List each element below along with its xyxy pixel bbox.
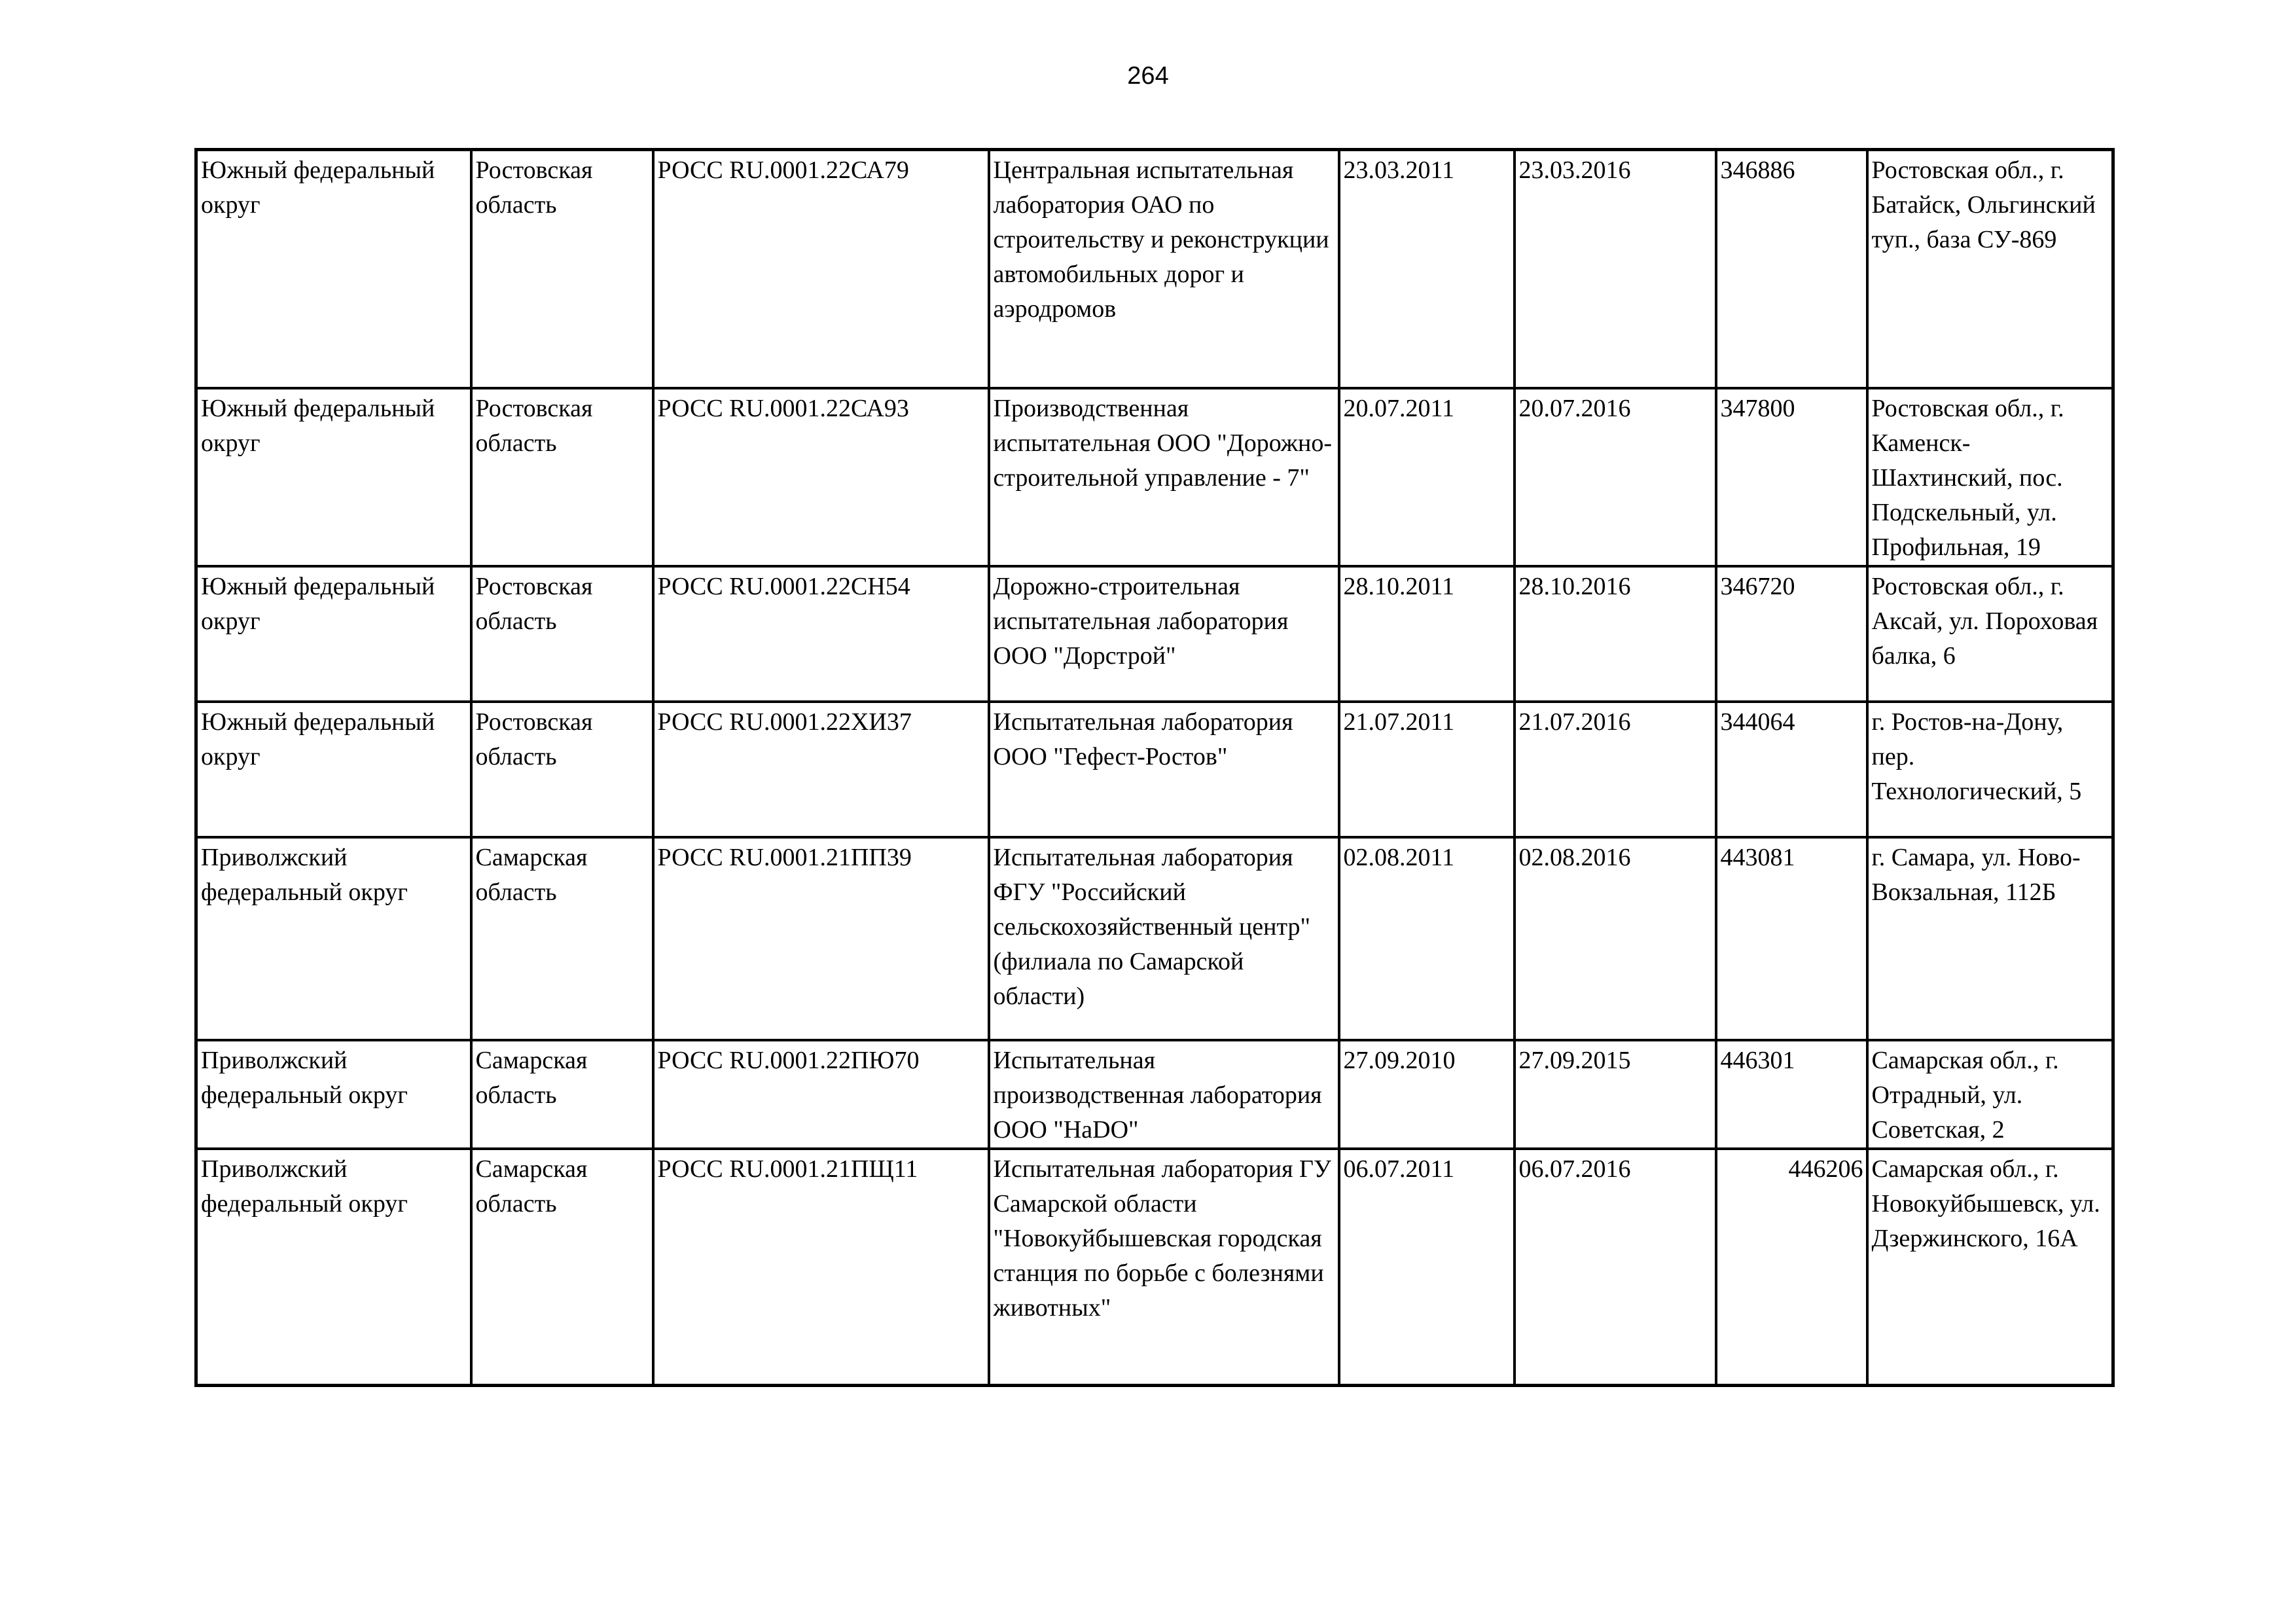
- date-valid-cell: 20.07.2016: [1515, 388, 1716, 566]
- table-row: [196, 388, 2113, 566]
- region-cell: Ростовская область: [471, 702, 653, 837]
- table-row: [196, 150, 2113, 388]
- lab-name-cell: Испытательная производственная лаборатория ООО "НаDO": [989, 1040, 1339, 1149]
- address-cell: Самарская обл., г. Новокуйбышевск, ул. Дзержинского, 16А: [1867, 1149, 2113, 1386]
- date-issued-cell: 02.08.2011: [1339, 837, 1515, 1040]
- date-issued-cell: 21.07.2011: [1339, 702, 1515, 837]
- date-issued-cell: 06.07.2011: [1339, 1149, 1515, 1386]
- date-valid-cell: 28.10.2016: [1515, 566, 1716, 702]
- region-cell: Ростовская область: [471, 388, 653, 566]
- reg-number-cell: РОСС RU.0001.22СА93: [653, 388, 989, 566]
- address-cell: Ростовская обл., г. Батайск, Ольгинский туп., база СУ-869: [1867, 150, 2113, 388]
- postal-code-cell: 443081: [1716, 837, 1867, 1040]
- district-cell: Приволжский федеральный округ: [196, 837, 471, 1040]
- address-cell: Самарская обл., г. Отрадный, ул. Советская, 2: [1867, 1040, 2113, 1149]
- address-cell: г. Самара, ул. Ново-Вокзальная, 112Б: [1867, 837, 2113, 1040]
- district-cell: Южный федеральный округ: [196, 566, 471, 702]
- postal-code-cell: 344064: [1716, 702, 1867, 837]
- date-issued-cell: 28.10.2011: [1339, 566, 1515, 702]
- reg-number-cell: РОСС RU.0001.21ПП39: [653, 837, 989, 1040]
- date-issued-cell: 23.03.2011: [1339, 150, 1515, 388]
- reg-number-cell: РОСС RU.0001.22ХИ37: [653, 702, 989, 837]
- table-row: [196, 702, 2113, 837]
- table-row: [196, 837, 2113, 1040]
- district-cell: Приволжский федеральный округ: [196, 1149, 471, 1386]
- reg-number-cell: РОСС RU.0001.22СН54: [653, 566, 989, 702]
- district-cell: Приволжский федеральный округ: [196, 1040, 471, 1149]
- region-cell: Самарская область: [471, 837, 653, 1040]
- region-cell: Самарская область: [471, 1040, 653, 1149]
- table-row: [196, 1149, 2113, 1386]
- lab-name-cell: Испытательная лаборатория ООО "Гефест-Ростов": [989, 702, 1339, 837]
- postal-code-cell: 346720: [1716, 566, 1867, 702]
- lab-name-cell: Испытательная лаборатория ГУ Самарской области "Новокуйбышевская городская станция по борьбе с болезнями животных": [989, 1149, 1339, 1386]
- date-valid-cell: 02.08.2016: [1515, 837, 1716, 1040]
- district-cell: Южный федеральный округ: [196, 702, 471, 837]
- reg-number-cell: РОСС RU.0001.22ПЮ70: [653, 1040, 989, 1149]
- postal-code-cell: 346886: [1716, 150, 1867, 388]
- reg-number-cell: РОСС RU.0001.21ПЩ11: [653, 1149, 989, 1386]
- date-issued-cell: 20.07.2011: [1339, 388, 1515, 566]
- lab-name-cell: Дорожно-строительная испытательная лаборатория ООО "Дорстрой": [989, 566, 1339, 702]
- date-issued-cell: 27.09.2010: [1339, 1040, 1515, 1149]
- address-cell: Ростовская обл., г. Аксай, ул. Пороховая балка, 6: [1867, 566, 2113, 702]
- address-cell: Ростовская обл., г. Каменск-Шахтинский, пос. Подскельный, ул. Профильная, 19: [1867, 388, 2113, 566]
- table-row: [196, 1040, 2113, 1149]
- lab-name-cell: Центральная испытательная лаборатория ОАО по строительству и реконструкции автомобильных дорог и аэродромов: [989, 150, 1339, 388]
- district-cell: Южный федеральный округ: [196, 388, 471, 566]
- date-valid-cell: 21.07.2016: [1515, 702, 1716, 837]
- lab-name-cell: Производственная испытательная ООО "Дорожно-строительной управление - 7": [989, 388, 1339, 566]
- date-valid-cell: 27.09.2015: [1515, 1040, 1716, 1149]
- date-valid-cell: 23.03.2016: [1515, 150, 1716, 388]
- date-valid-cell: 06.07.2016: [1515, 1149, 1716, 1386]
- postal-code-cell: 446206: [1716, 1149, 1867, 1386]
- district-cell: Южный федеральный округ: [196, 150, 471, 388]
- region-cell: Самарская область: [471, 1149, 653, 1386]
- region-cell: Ростовская область: [471, 150, 653, 388]
- lab-name-cell: Испытательная лаборатория ФГУ "Российский сельскохозяйственный центр" (филиала по Самарской области): [989, 837, 1339, 1040]
- postal-code-cell: 347800: [1716, 388, 1867, 566]
- postal-code-cell: 446301: [1716, 1040, 1867, 1149]
- table-row: [196, 566, 2113, 702]
- page-number: 264: [1127, 62, 1169, 90]
- region-cell: Ростовская область: [471, 566, 653, 702]
- address-cell: г. Ростов-на-Дону, пер. Технологический, 5: [1867, 702, 2113, 837]
- reg-number-cell: РОСС RU.0001.22СА79: [653, 150, 989, 388]
- laboratory-registry-table: [194, 148, 2115, 1387]
